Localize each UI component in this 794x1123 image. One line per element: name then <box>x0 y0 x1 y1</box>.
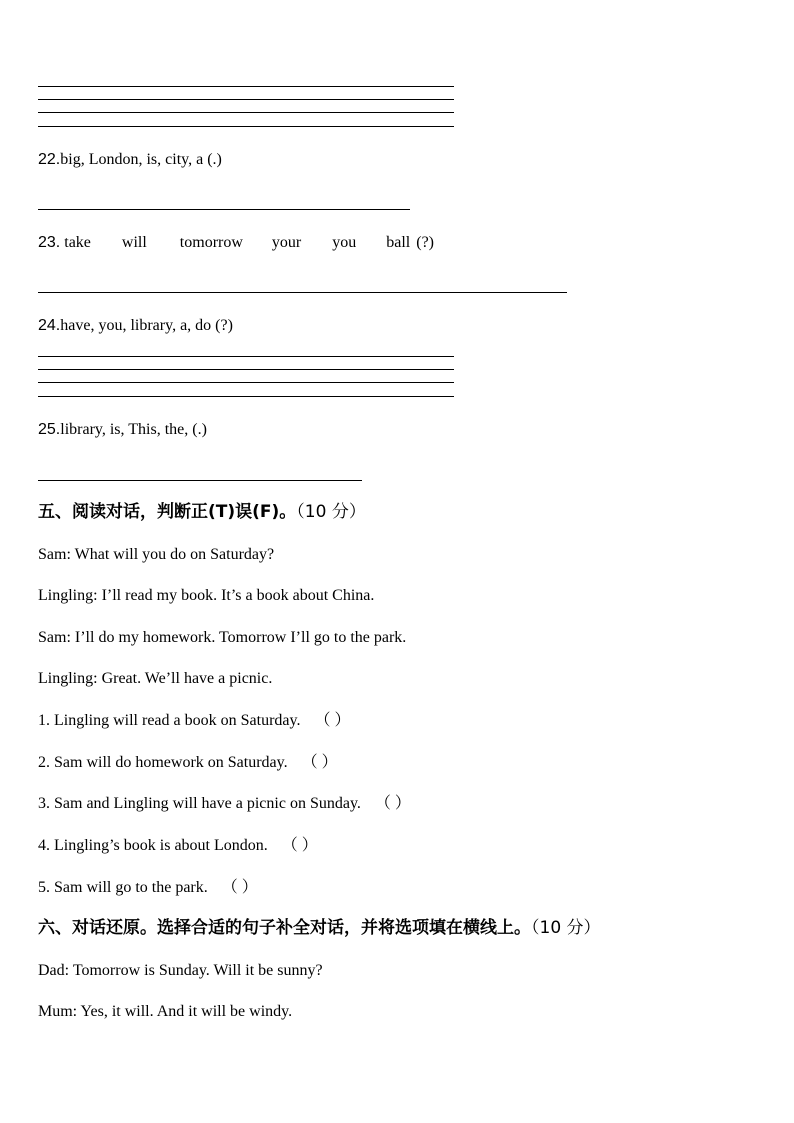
dialogue-line <box>38 669 272 689</box>
word: (?) <box>416 234 434 251</box>
answer-line <box>38 292 567 293</box>
answer-line <box>38 209 410 210</box>
word: you <box>332 234 357 251</box>
speaker: Lingling: <box>38 670 98 687</box>
question-22 <box>38 150 222 170</box>
word: take <box>64 234 91 251</box>
utterance: I’ll read my book. It’s a book about China. <box>101 587 375 604</box>
answer-blank[interactable]: （ ） <box>314 712 351 729</box>
tf-question <box>38 836 318 856</box>
question-text: big, London, is, city, a (.) <box>60 151 222 168</box>
question-text: 2. Sam will do homework on Saturday. <box>38 754 288 771</box>
answer-line <box>38 99 454 100</box>
dialogue-line <box>38 1002 292 1022</box>
section-5-heading <box>38 501 366 523</box>
tf-question <box>38 711 350 731</box>
answer-line <box>38 382 454 383</box>
question-text: 4. Lingling’s book is about London. <box>38 837 268 854</box>
answer-line <box>38 356 454 357</box>
answer-line <box>38 480 362 481</box>
section-points: （10 分） <box>531 918 601 938</box>
question-text: library, is, This, the, (.) <box>60 421 207 438</box>
answer-line <box>38 126 454 127</box>
word: will <box>121 234 147 251</box>
answer-line <box>38 369 454 370</box>
answer-blank[interactable]: （ ） <box>301 754 338 771</box>
dialogue-line <box>38 628 406 648</box>
question-number: 23. <box>38 234 61 251</box>
question-24 <box>38 316 233 336</box>
question-23 <box>38 233 478 253</box>
speaker: Mum: <box>38 1003 78 1020</box>
question-text: 3. Sam and Lingling will have a picnic on Sunday. <box>38 795 361 812</box>
question-text: 1. Lingling will read a book on Saturday. <box>38 712 301 729</box>
answer-blank[interactable]: （ ） <box>374 795 411 812</box>
question-number: 25. <box>38 421 61 438</box>
question-text: 5. Sam will go to the park. <box>38 879 208 896</box>
question-number: 22. <box>38 151 61 168</box>
utterance: Tomorrow is Sunday. Will it be sunny? <box>72 962 323 979</box>
utterance: What will you do on Saturday? <box>74 546 275 563</box>
dialogue-line <box>38 545 274 565</box>
speaker: Sam: <box>38 546 71 563</box>
tf-question <box>38 878 258 898</box>
section-title: 六、对话还原。选择合适的句子补全对话，并将选项填在横线上。 <box>38 918 531 938</box>
answer-line <box>38 396 454 397</box>
answer-blank[interactable]: （ ） <box>221 879 258 896</box>
question-number: 24. <box>38 317 61 334</box>
tf-question <box>38 753 338 773</box>
utterance: I’ll do my homework. Tomorrow I’ll go to the park. <box>74 629 407 646</box>
word: ball <box>386 234 411 251</box>
word: your <box>271 234 302 251</box>
speaker: Dad: <box>38 962 70 979</box>
answer-line <box>38 112 454 113</box>
speaker: Lingling: <box>38 587 98 604</box>
dialogue-line <box>38 586 374 606</box>
word-list <box>60 234 434 251</box>
section-title: 五、阅读对话，判断正(T)误(F)。 <box>38 502 297 522</box>
question-text: have, you, library, a, do (?) <box>60 317 233 334</box>
question-25 <box>38 420 207 440</box>
utterance: Great. We’ll have a picnic. <box>101 670 273 687</box>
tf-question <box>38 794 411 814</box>
dialogue-line <box>38 961 323 981</box>
answer-line <box>38 86 454 87</box>
utterance: Yes, it will. And it will be windy. <box>80 1003 293 1020</box>
section-6-heading <box>38 917 601 939</box>
section-points: （10 分） <box>296 502 366 522</box>
word: tomorrow <box>179 234 243 251</box>
answer-blank[interactable]: （ ） <box>281 837 318 854</box>
speaker: Sam: <box>38 629 71 646</box>
